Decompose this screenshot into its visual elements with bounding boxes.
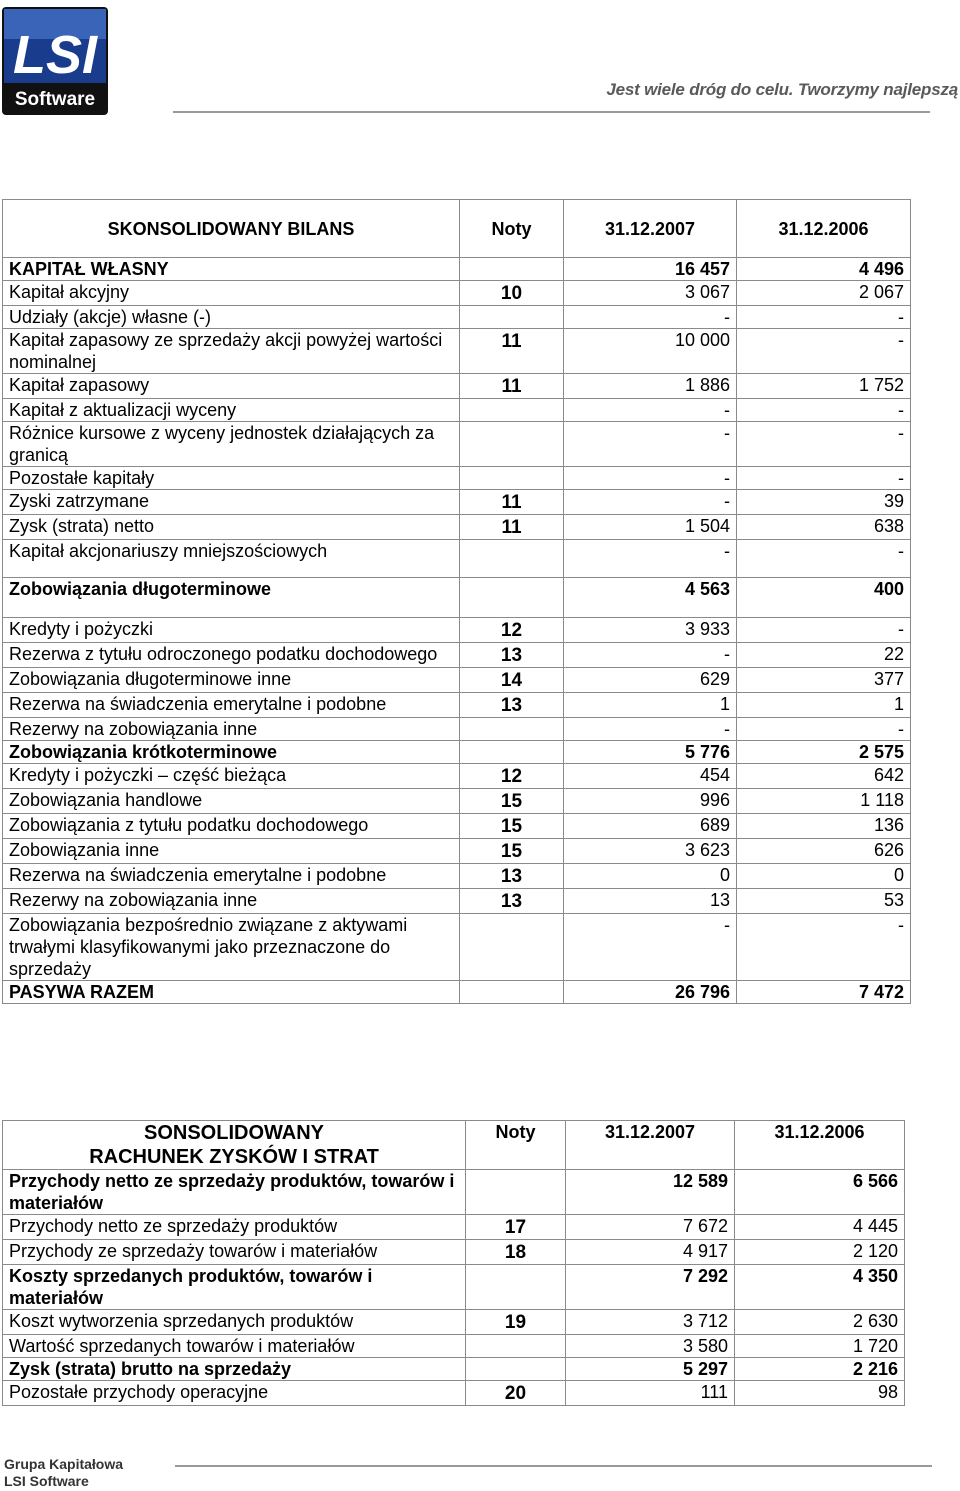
row-value-2007: 3 623 bbox=[564, 839, 737, 864]
row-value-2007: 26 796 bbox=[564, 981, 737, 1004]
row-value-2007: 12 589 bbox=[566, 1170, 735, 1215]
row-note: 12 bbox=[460, 618, 564, 643]
table-row bbox=[3, 578, 911, 618]
row-note bbox=[466, 1170, 566, 1215]
table-row bbox=[3, 718, 911, 741]
row-value-2006: - bbox=[737, 540, 911, 578]
table-row bbox=[3, 540, 911, 578]
row-value-2006: 2 067 bbox=[737, 281, 911, 306]
row-label: Pozostałe kapitały bbox=[3, 467, 460, 490]
row-value-2006: - bbox=[737, 422, 911, 467]
table-row bbox=[3, 1358, 905, 1381]
row-value-2006: 2 575 bbox=[737, 741, 911, 764]
row-note: 13 bbox=[460, 889, 564, 914]
tagline: Jest wiele dróg do celu. Tworzymy najlepszą bbox=[606, 80, 958, 99]
table-row bbox=[3, 422, 911, 467]
row-label: Kredyty i pożyczki – część bieżąca bbox=[3, 764, 460, 789]
row-value-2006: 0 bbox=[737, 864, 911, 889]
row-label: Zobowiązania długoterminowe inne bbox=[3, 668, 460, 693]
row-value-2007: 4 917 bbox=[566, 1240, 735, 1265]
table-row bbox=[3, 741, 911, 764]
row-label: Rezerwy na zobowiązania inne bbox=[3, 718, 460, 741]
table-row bbox=[3, 515, 911, 540]
row-value-2006: 1 bbox=[737, 693, 911, 718]
row-note bbox=[466, 1335, 566, 1358]
year-2006-column-header: 31.12.2006 bbox=[737, 200, 911, 258]
row-note bbox=[466, 1358, 566, 1381]
table-row bbox=[3, 889, 911, 914]
row-note bbox=[460, 578, 564, 618]
row-value-2006: - bbox=[737, 914, 911, 981]
year-2006-column-header: 31.12.2006 bbox=[735, 1121, 905, 1170]
row-value-2006: 638 bbox=[737, 515, 911, 540]
row-note bbox=[460, 914, 564, 981]
row-note bbox=[460, 306, 564, 329]
row-label: Pozostałe przychody operacyjne bbox=[3, 1381, 466, 1406]
row-value-2007: - bbox=[564, 643, 737, 668]
row-note: 13 bbox=[460, 693, 564, 718]
row-label: Koszt wytworzenia sprzedanych produktów bbox=[3, 1310, 466, 1335]
row-note: 20 bbox=[466, 1381, 566, 1406]
row-note: 13 bbox=[460, 864, 564, 889]
row-value-2006: 400 bbox=[737, 578, 911, 618]
row-note bbox=[460, 258, 564, 281]
row-label: Zobowiązania handlowe bbox=[3, 789, 460, 814]
row-label: Kapitał z aktualizacji wyceny bbox=[3, 399, 460, 422]
table-row bbox=[3, 1310, 905, 1335]
row-value-2006: 7 472 bbox=[737, 981, 911, 1004]
table-row bbox=[3, 1381, 905, 1406]
row-value-2006: - bbox=[737, 306, 911, 329]
row-note bbox=[460, 981, 564, 1004]
row-label: Kapitał akcyjny bbox=[3, 281, 460, 306]
row-value-2006: 626 bbox=[737, 839, 911, 864]
row-label: Zysk (strata) netto bbox=[3, 515, 460, 540]
row-label: Udziały (akcje) własne (-) bbox=[3, 306, 460, 329]
row-value-2007: - bbox=[564, 718, 737, 741]
row-value-2007: 629 bbox=[564, 668, 737, 693]
table-row bbox=[3, 1335, 905, 1358]
row-label: Koszty sprzedanych produktów, towarów i materiałów bbox=[3, 1265, 466, 1310]
row-value-2007: 689 bbox=[564, 814, 737, 839]
footer-divider bbox=[175, 1465, 932, 1467]
row-value-2007: - bbox=[564, 914, 737, 981]
row-value-2007: 3 933 bbox=[564, 618, 737, 643]
row-value-2007: 10 000 bbox=[564, 329, 737, 374]
row-label: Rezerwy na zobowiązania inne bbox=[3, 889, 460, 914]
row-value-2006: - bbox=[737, 718, 911, 741]
row-note bbox=[460, 399, 564, 422]
row-value-2006: 1 720 bbox=[735, 1335, 905, 1358]
table-row bbox=[3, 914, 911, 981]
header-divider bbox=[173, 111, 930, 113]
row-note: 18 bbox=[466, 1240, 566, 1265]
income-statement-title bbox=[3, 1121, 466, 1170]
row-value-2007: - bbox=[564, 306, 737, 329]
row-label: Zysk (strata) brutto na sprzedaży bbox=[3, 1358, 466, 1381]
row-note bbox=[460, 467, 564, 490]
row-value-2006: 377 bbox=[737, 668, 911, 693]
row-value-2007: 0 bbox=[564, 864, 737, 889]
row-value-2006: 22 bbox=[737, 643, 911, 668]
row-value-2006: - bbox=[737, 399, 911, 422]
row-value-2006: - bbox=[737, 329, 911, 374]
row-note: 11 bbox=[460, 329, 564, 374]
row-value-2007: 1 504 bbox=[564, 515, 737, 540]
year-2007-column-header: 31.12.2007 bbox=[566, 1121, 735, 1170]
row-value-2006: 136 bbox=[737, 814, 911, 839]
row-label: Zobowiązania z tytułu podatku dochodowego bbox=[3, 814, 460, 839]
row-note bbox=[466, 1265, 566, 1310]
footer bbox=[4, 1456, 123, 1490]
row-value-2007: - bbox=[564, 490, 737, 515]
row-value-2006: 642 bbox=[737, 764, 911, 789]
row-label: Zyski zatrzymane bbox=[3, 490, 460, 515]
row-value-2006: 4 496 bbox=[737, 258, 911, 281]
table-row bbox=[3, 668, 911, 693]
row-value-2007: - bbox=[564, 422, 737, 467]
table-row bbox=[3, 1215, 905, 1240]
row-value-2006: 2 120 bbox=[735, 1240, 905, 1265]
row-value-2007: 1 886 bbox=[564, 374, 737, 399]
row-note: 10 bbox=[460, 281, 564, 306]
row-value-2007: 1 bbox=[564, 693, 737, 718]
balance-sheet-header bbox=[3, 200, 911, 258]
row-value-2007: 5 776 bbox=[564, 741, 737, 764]
table-row bbox=[3, 374, 911, 399]
footer-line1: Grupa Kapitałowa bbox=[4, 1456, 124, 1472]
row-value-2007: - bbox=[564, 467, 737, 490]
row-label: Różnice kursowe z wyceny jednostek działających za granicą bbox=[3, 422, 460, 467]
row-value-2007: 13 bbox=[564, 889, 737, 914]
row-value-2007: 111 bbox=[566, 1381, 735, 1406]
row-note: 13 bbox=[460, 643, 564, 668]
table-row bbox=[3, 864, 911, 889]
row-value-2007: - bbox=[564, 540, 737, 578]
row-note: 15 bbox=[460, 814, 564, 839]
row-value-2007: 454 bbox=[564, 764, 737, 789]
row-label: PASYWA RAZEM bbox=[3, 981, 460, 1004]
table-row bbox=[3, 789, 911, 814]
table-row bbox=[3, 329, 911, 374]
row-label: Przychody netto ze sprzedaży produktów bbox=[3, 1215, 466, 1240]
row-note: 15 bbox=[460, 839, 564, 864]
row-value-2006: 6 566 bbox=[735, 1170, 905, 1215]
table-row bbox=[3, 1170, 905, 1215]
row-label: Kapitał akcjonariuszy mniejszościowych bbox=[3, 540, 460, 578]
row-label: Zobowiązania inne bbox=[3, 839, 460, 864]
row-value-2007: 5 297 bbox=[566, 1358, 735, 1381]
row-value-2007: 3 712 bbox=[566, 1310, 735, 1335]
footer-line2: LSI Software bbox=[4, 1473, 89, 1489]
row-value-2006: - bbox=[737, 467, 911, 490]
row-note bbox=[460, 540, 564, 578]
row-label: Zobowiązania długoterminowe bbox=[3, 578, 460, 618]
row-note bbox=[460, 718, 564, 741]
table-row bbox=[3, 1265, 905, 1310]
row-label: Przychody netto ze sprzedaży produktów, towarów i materiałów bbox=[3, 1170, 466, 1215]
row-note: 15 bbox=[460, 789, 564, 814]
row-value-2006: 4 350 bbox=[735, 1265, 905, 1310]
notes-column-header: Noty bbox=[460, 200, 564, 258]
table-row bbox=[3, 981, 911, 1004]
row-label: Kapitał zapasowy bbox=[3, 374, 460, 399]
table-row bbox=[3, 693, 911, 718]
row-value-2007: 3 580 bbox=[566, 1335, 735, 1358]
income-statement-title-line1: SONSOLIDOWANY bbox=[143, 1122, 324, 1144]
row-value-2006: 2 216 bbox=[735, 1358, 905, 1381]
row-value-2007: 3 067 bbox=[564, 281, 737, 306]
row-label: Zobowiązania krótkoterminowe bbox=[3, 741, 460, 764]
logo-text-top: LSI bbox=[12, 25, 98, 85]
row-value-2006: 1 118 bbox=[737, 789, 911, 814]
row-value-2007: 996 bbox=[564, 789, 737, 814]
row-note: 12 bbox=[460, 764, 564, 789]
row-value-2007: 7 292 bbox=[566, 1265, 735, 1310]
balance-sheet-title: SKONSOLIDOWANY BILANS bbox=[3, 200, 460, 258]
row-label: Rezerwa na świadczenia emerytalne i podobne bbox=[3, 864, 460, 889]
row-label: Rezerwa z tytułu odroczonego podatku dochodowego bbox=[3, 643, 460, 668]
row-value-2006: 1 752 bbox=[737, 374, 911, 399]
table-row bbox=[3, 306, 911, 329]
row-label: Przychody ze sprzedaży towarów i materiałów bbox=[3, 1240, 466, 1265]
table-row bbox=[3, 467, 911, 490]
table-row bbox=[3, 258, 911, 281]
row-note: 11 bbox=[460, 490, 564, 515]
row-note bbox=[460, 741, 564, 764]
table-row bbox=[3, 281, 911, 306]
table-row bbox=[3, 490, 911, 515]
income-statement-header bbox=[3, 1121, 905, 1170]
row-value-2006: 53 bbox=[737, 889, 911, 914]
row-label: Zobowiązania bezpośrednio związane z aktywami trwałymi klasyfikowanymi jako przeznaczone do sprzedaży bbox=[3, 914, 460, 981]
row-value-2007: 16 457 bbox=[564, 258, 737, 281]
row-value-2007: - bbox=[564, 399, 737, 422]
row-note: 11 bbox=[460, 515, 564, 540]
row-note bbox=[460, 422, 564, 467]
row-note: 11 bbox=[460, 374, 564, 399]
income-statement-table bbox=[2, 1120, 905, 1406]
table-row bbox=[3, 764, 911, 789]
row-value-2006: 4 445 bbox=[735, 1215, 905, 1240]
table-row bbox=[3, 618, 911, 643]
row-note: 19 bbox=[466, 1310, 566, 1335]
notes-column-header: Noty bbox=[466, 1121, 566, 1170]
balance-sheet-table bbox=[2, 199, 911, 1004]
row-label: Wartość sprzedanych towarów i materiałów bbox=[3, 1335, 466, 1358]
table-row bbox=[3, 1240, 905, 1265]
row-value-2006: 2 630 bbox=[735, 1310, 905, 1335]
table-row bbox=[3, 839, 911, 864]
table-row bbox=[3, 643, 911, 668]
row-label: Kapitał zapasowy ze sprzedaży akcji powyżej wartości nominalnej bbox=[3, 329, 460, 374]
row-value-2006: 39 bbox=[737, 490, 911, 515]
lsi-software-logo bbox=[2, 7, 108, 115]
year-2007-column-header: 31.12.2007 bbox=[564, 200, 737, 258]
table-row bbox=[3, 814, 911, 839]
row-label: KAPITAŁ WŁASNY bbox=[3, 258, 460, 281]
row-note: 17 bbox=[466, 1215, 566, 1240]
row-value-2006: - bbox=[737, 618, 911, 643]
income-statement-title-line2: RACHUNEK ZYSKÓW I STRAT bbox=[89, 1146, 379, 1168]
row-note: 14 bbox=[460, 668, 564, 693]
logo-text-bottom: Software bbox=[14, 89, 96, 110]
row-label: Rezerwa na świadczenia emerytalne i podobne bbox=[3, 693, 460, 718]
row-value-2006: 98 bbox=[735, 1381, 905, 1406]
table-row bbox=[3, 399, 911, 422]
row-value-2007: 4 563 bbox=[564, 578, 737, 618]
row-label: Kredyty i pożyczki bbox=[3, 618, 460, 643]
row-value-2007: 7 672 bbox=[566, 1215, 735, 1240]
